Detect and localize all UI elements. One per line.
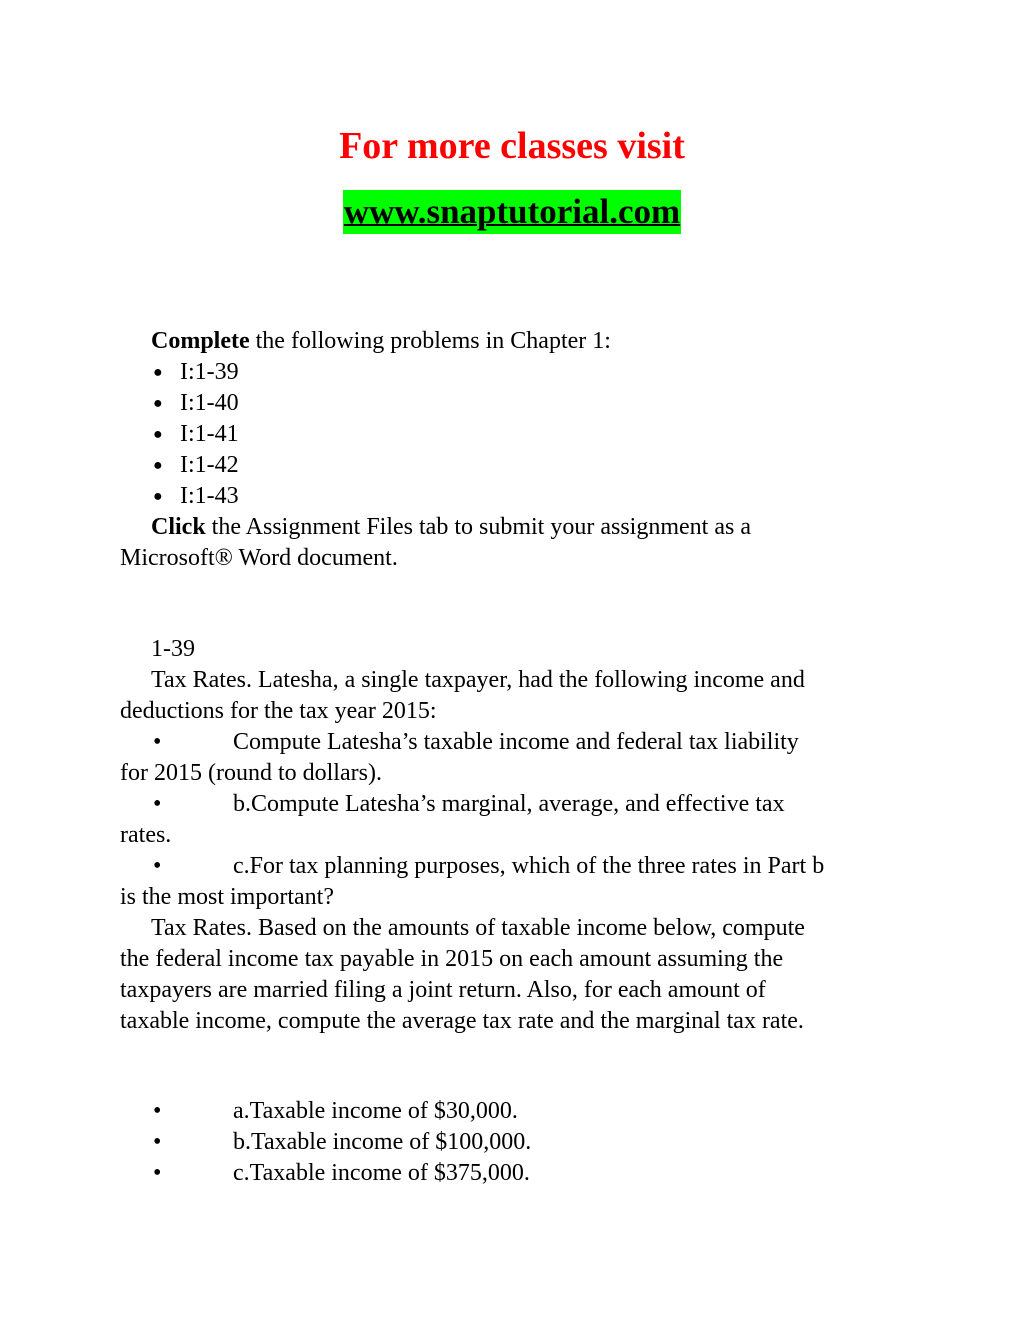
click-instruction bbox=[120, 512, 910, 543]
bullet-icon: ● bbox=[153, 457, 163, 474]
bullet-icon: ● bbox=[153, 395, 163, 412]
task-text-cont: for 2015 (round to dollars). bbox=[120, 760, 382, 786]
bullet-icon: • bbox=[153, 729, 162, 755]
task-text: c.For tax planning purposes, which of the three rates in Part b bbox=[233, 853, 825, 879]
bullet-icon: ● bbox=[153, 426, 163, 443]
amount-item bbox=[120, 1127, 910, 1158]
amount-text: c.Taxable income of $375,000. bbox=[233, 1160, 530, 1186]
problem-paragraph-line: taxable income, compute the average tax rate and the marginal tax rate. bbox=[120, 1008, 804, 1034]
bullet-icon: • bbox=[153, 1129, 162, 1155]
amount-item bbox=[120, 1096, 910, 1127]
problem-paragraph-line: Tax Rates. Latesha, a single taxpayer, had the following income and bbox=[151, 667, 805, 693]
problem-paragraph-line: deductions for the tax year 2015: bbox=[120, 698, 437, 724]
bullet-icon: • bbox=[153, 791, 162, 817]
task-item bbox=[120, 727, 910, 758]
promo-link-wrap bbox=[0, 190, 1024, 234]
task-text-cont: is the most important? bbox=[120, 884, 334, 910]
problem-label: I:1-42 bbox=[180, 452, 239, 478]
promo-link[interactable]: www.snaptutorial.com bbox=[343, 190, 681, 234]
amount-item bbox=[120, 1158, 910, 1189]
click-rest: the Assignment Files tab to submit your assignment as a bbox=[205, 514, 751, 540]
problem-label: I:1-43 bbox=[180, 483, 239, 509]
amount-text: b.Taxable income of $100,000. bbox=[233, 1129, 532, 1155]
task-text: b.Compute Latesha’s marginal, average, and effective tax bbox=[233, 791, 785, 817]
problem-label: I:1-41 bbox=[180, 421, 239, 447]
intro-lead-bold: Complete bbox=[151, 328, 250, 354]
problem-list-item bbox=[120, 357, 910, 388]
problem-section bbox=[120, 634, 910, 1037]
intro-lead-rest: the following problems in Chapter 1: bbox=[249, 328, 611, 354]
problem-paragraph-line: Tax Rates. Based on the amounts of taxable income below, compute bbox=[151, 915, 805, 941]
bullet-icon: • bbox=[153, 853, 162, 879]
amount-text: a.Taxable income of $30,000. bbox=[233, 1098, 518, 1124]
problem-list-item bbox=[120, 388, 910, 419]
task-item bbox=[120, 789, 910, 820]
problem-paragraph-line: taxpayers are married filing a joint return. Also, for each amount of bbox=[120, 977, 766, 1003]
bullet-icon: ● bbox=[153, 488, 163, 505]
task-text: Compute Latesha’s taxable income and federal tax liability bbox=[233, 729, 799, 755]
bullet-icon: ● bbox=[153, 364, 163, 381]
click-instruction-cont: Microsoft® Word document. bbox=[120, 545, 398, 571]
problem-number: 1-39 bbox=[151, 636, 195, 662]
click-bold: Click bbox=[151, 514, 206, 540]
bullet-icon: • bbox=[153, 1160, 162, 1186]
problem-list-item bbox=[120, 481, 910, 512]
problem-label: I:1-39 bbox=[180, 359, 239, 385]
problem-list-item bbox=[120, 419, 910, 450]
amount-list bbox=[120, 1096, 910, 1189]
intro-lead bbox=[120, 326, 910, 357]
bullet-icon: • bbox=[153, 1098, 162, 1124]
promo-heading: For more classes visit bbox=[339, 125, 685, 167]
task-text-cont: rates. bbox=[120, 822, 172, 848]
intro-block bbox=[120, 326, 910, 574]
problem-paragraph-line: the federal income tax payable in 2015 on each amount assuming the bbox=[120, 946, 784, 972]
task-item bbox=[120, 851, 910, 882]
problem-list-item bbox=[120, 450, 910, 481]
problem-label: I:1-40 bbox=[180, 390, 239, 416]
